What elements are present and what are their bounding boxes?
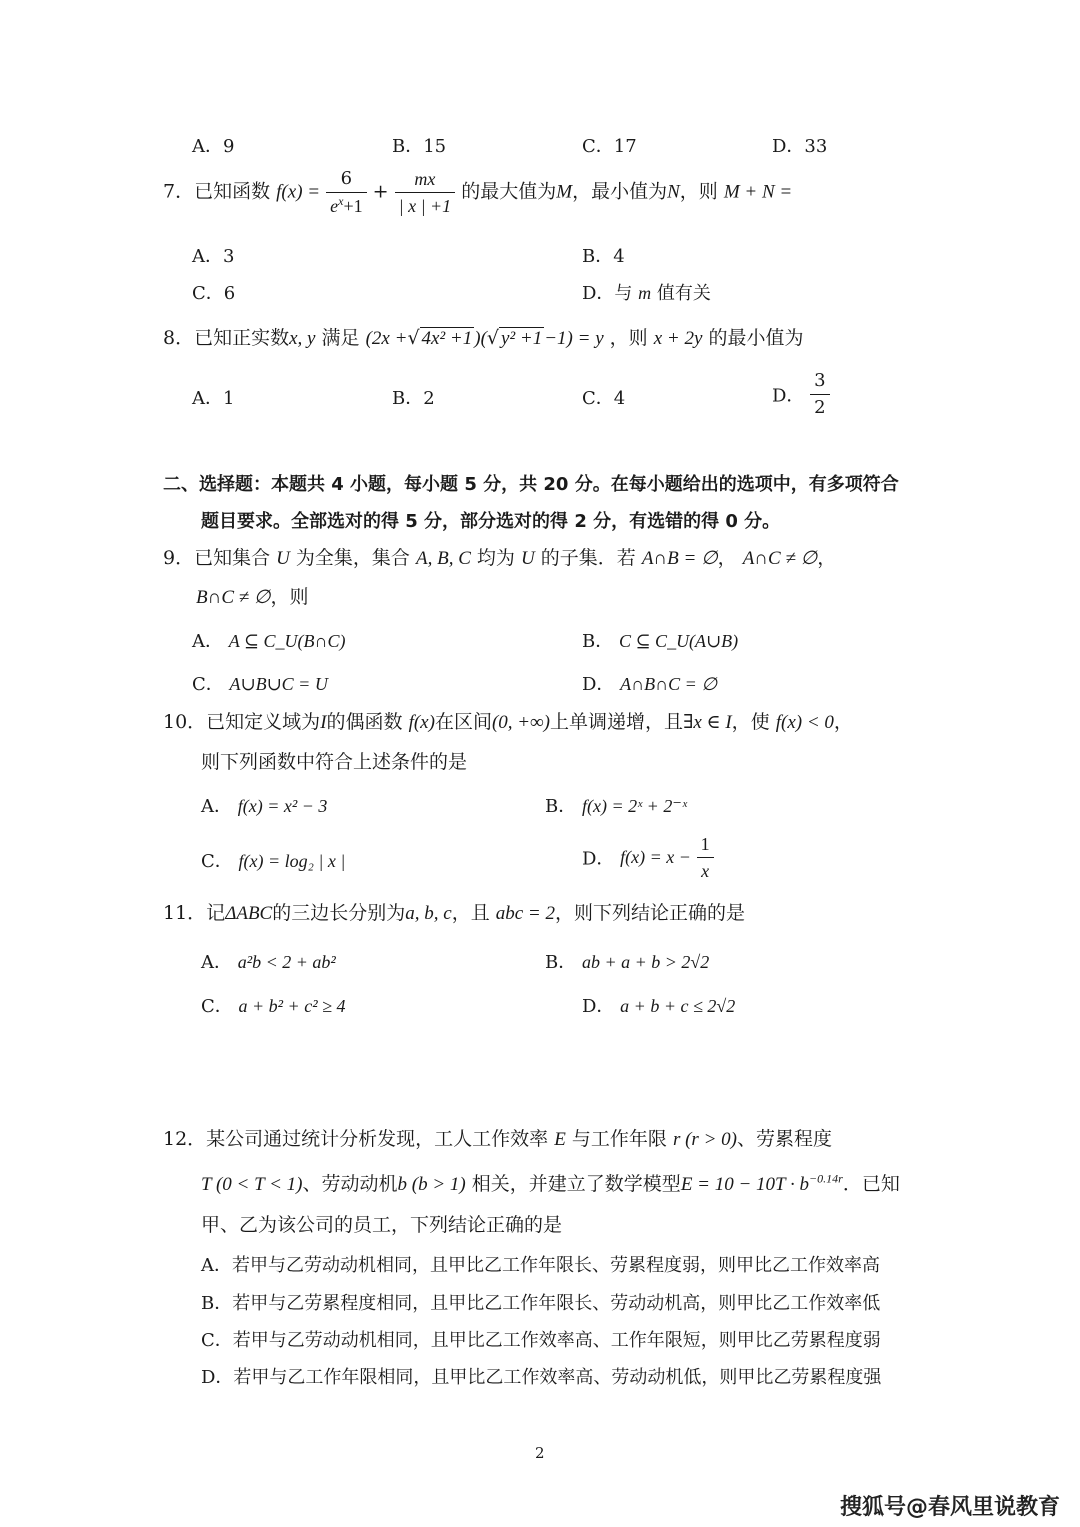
q7-function: f(x) = (276, 181, 321, 203)
q10-e: ， (833, 711, 853, 733)
q9-option-c (192, 670, 328, 696)
q9-option-c-label: C． (192, 674, 224, 695)
q8-option-d-fraction (810, 370, 829, 419)
question-9-line-2 (196, 585, 309, 610)
q7-fraction-1 (326, 168, 366, 217)
q8-expr-b: )( (474, 328, 487, 349)
q7-frac2-denominator: | x | +1 (398, 196, 452, 216)
q12-pre: 12．某公司通过统计分析发现，工人工作效率 (163, 1128, 549, 1150)
q11-option-a-expr: a²b < 2 + ab² (237, 952, 336, 972)
q7-M: M (556, 181, 573, 203)
q10-option-c-label: C． (201, 851, 233, 872)
q9-option-a (192, 627, 345, 653)
q7-option-d-suffix: 值有关 (656, 283, 711, 304)
q8-number: 8． (163, 327, 195, 349)
q9-option-c-expr: A∪B∪C = U (229, 674, 328, 694)
question-9-line-1 (163, 546, 836, 571)
q8-option-a: A．1 (192, 388, 235, 409)
q11-option-c (201, 992, 345, 1018)
q11-pre: 11．记 (163, 902, 226, 924)
q11-mid2: ，且 (451, 902, 490, 924)
q9-option-d-expr: A∩B∩C = ∅ (620, 674, 717, 694)
q9-option-b-expr: C ⊆ C_U(A∪B) (618, 631, 739, 651)
q12-option-c: C．若甲与乙劳动动机相同，且甲比乙工作效率高、工作年限短，则甲比乙劳累程度弱 (201, 1330, 881, 1351)
q11-option-b-label: B． (545, 952, 577, 973)
q7-lead: 已知函数 (194, 180, 271, 203)
q11-option-b (545, 948, 709, 974)
q9-sep-2: ， (817, 547, 837, 569)
q9-mid3: 的子集．若 (540, 547, 636, 569)
q10-option-c-expr: f(x) = log₂ | x | (238, 851, 346, 871)
q7-frac2-numerator: mx (395, 168, 456, 193)
q9-condition-1: A∩B = ∅ (641, 548, 718, 569)
q8-option-d-num: 3 (810, 370, 829, 395)
q9-line2-tail: ，则 (270, 586, 309, 608)
q9-condition-3: B∩C ≠ ∅ (196, 587, 271, 608)
q8-cond: 满足 (321, 327, 360, 349)
section-2-heading-line-1: 二、选择题：本题共 4 小题，每小题 5 分，共 20 分。在每小题给出的选项中，有多项符合 (163, 474, 899, 495)
q8-option-b: B．2 (392, 388, 435, 409)
q12-b: 、劳累程度 (736, 1128, 832, 1150)
question-12-line-1 (163, 1127, 832, 1152)
q8-sqrt-2: y² +1 (501, 328, 543, 349)
q12-a: 与工作年限 (571, 1128, 667, 1150)
q11-triangle: ΔABC (225, 903, 273, 924)
q12-l2d: ．已知 (842, 1173, 900, 1195)
q11-option-b-expr: ab + a + b > 2√2 (581, 952, 710, 972)
q7-mid: ，最小值为 (572, 180, 668, 203)
q10-inequality: f(x) < 0 (775, 712, 834, 733)
q11-condition: abc = 2 (495, 903, 556, 924)
q10-pre: 10．已知定义域为 (163, 711, 321, 733)
q9-option-a-expr: A ⊆ C_U(B∩C) (228, 631, 346, 651)
q7-option-d (582, 279, 711, 305)
q7-N: N (667, 181, 680, 203)
q10-a: 的偶函数 (326, 711, 403, 733)
q11-option-a (201, 948, 336, 974)
question-8: 8．已知正实数x, y 满足 (2x +√ 4x² +1 )(√ y² +1 −1) = y ，则 x + 2y 的最小值为 (163, 327, 804, 349)
question-7 (163, 168, 792, 217)
q11-option-c-expr: a + b² + c² ≥ 4 (238, 996, 346, 1016)
q9-option-d (582, 670, 717, 696)
q8-expr-a: (2x + (365, 328, 408, 349)
question-12-line-3: 甲、乙为该公司的员工，下列结论正确的是 (201, 1214, 563, 1236)
q12-model-exp: −0.14r (809, 1171, 843, 1186)
q11-option-d-expr: a + b + c ≤ 2√2 (620, 996, 736, 1016)
q12-option-d: D．若甲与乙工作年限相同，且甲比乙工作效率高、劳动动机低，则甲比乙劳累程度强 (201, 1367, 882, 1388)
q9-mid: 为全集，集合 (295, 547, 410, 569)
q10-option-a-expr: f(x) = x² − 3 (237, 796, 328, 816)
q6-option-c: C．17 (582, 136, 637, 157)
q8-option-d (772, 370, 830, 419)
q11-option-c-label: C． (201, 996, 233, 1017)
q10-exists: ∃x ∈ I (683, 712, 732, 733)
q7-frac1-numerator: 6 (326, 168, 366, 193)
q8-expr-c: −1) = y (544, 328, 604, 349)
q10-option-b-expr: f(x) = 2ˣ + 2⁻ˣ (581, 796, 687, 816)
q7-number: 7． (163, 180, 195, 203)
q7-plus: + (372, 180, 389, 203)
q10-I: I (320, 712, 327, 733)
q11-tail: ，则下列结论正确的是 (555, 902, 746, 924)
q9-option-a-label: A． (192, 631, 223, 652)
q10-option-d-num: 1 (697, 833, 714, 858)
q9-option-b (582, 627, 738, 653)
q10-fx: f(x) (408, 712, 435, 733)
q12-option-a: A．若甲与乙劳动动机相同，且甲比乙工作年限长、劳累程度弱，则甲比乙工作效率高 (201, 1255, 880, 1276)
q10-b: 在区间 (434, 711, 492, 733)
q12-model: E = 10 − 10T · b (680, 1174, 810, 1195)
q7-option-d-prefix: D．与 (582, 283, 633, 304)
q8-lead: 已知正实数 (194, 327, 290, 349)
q9-option-b-label: B． (582, 631, 614, 652)
q10-option-d-fraction (697, 833, 714, 882)
question-10-line-2: 则下列函数中符合上述条件的是 (201, 751, 468, 773)
q10-option-d-label: D． (582, 848, 615, 870)
q7-option-c: C．6 (192, 283, 236, 304)
question-11 (163, 901, 745, 926)
q11-mid: 的三边长分别为 (272, 902, 406, 924)
q12-l2c: 相关，并建立了数学模型 (471, 1173, 681, 1195)
q11-sides: a, b, c (405, 903, 452, 924)
q10-option-c (201, 847, 345, 873)
q10-option-b (545, 792, 687, 818)
q10-option-d-den: x (701, 861, 710, 881)
q8-option-d-prefix: D． (772, 385, 805, 407)
q8-option-c: C．4 (582, 388, 626, 409)
q12-l2a: 、劳动动机 (302, 1173, 398, 1195)
q9-mid2: 均为 (476, 547, 515, 569)
q7-option-a: A．3 (192, 246, 235, 267)
q7-frac1-den-exp: x (338, 194, 344, 208)
question-12-line-2 (201, 1172, 900, 1197)
q10-option-a-label: A． (201, 796, 232, 817)
page-number: 2 (535, 1444, 545, 1462)
q6-option-d: D．33 (772, 136, 828, 157)
q12-T: T (0 < T < 1) (201, 1174, 303, 1195)
q12-E: E (554, 1129, 566, 1150)
q7-fraction-2 (395, 168, 456, 217)
q12-option-b: B．若甲与乙劳累程度相同，且甲比乙工作年限长、劳动动机高，则甲比乙工作效率低 (201, 1293, 881, 1314)
q9-sets: A, B, C (415, 548, 471, 569)
q7-option-d-var: m (638, 283, 652, 303)
q8-sqrt-1: 4x² +1 (421, 328, 473, 349)
q9-option-d-label: D． (582, 674, 615, 695)
q11-option-a-label: A． (201, 952, 232, 973)
q11-option-d-label: D． (582, 996, 615, 1017)
q8-tail2: 的最小值为 (708, 327, 804, 349)
q8-target: x + 2y (653, 328, 703, 349)
q9-U-2: U (520, 548, 535, 569)
q10-c: 上单调递增，且 (550, 711, 684, 733)
q10-option-d-expr: f(x) = x − (620, 847, 691, 867)
watermark: 搜狐号@春风里说教育 (840, 1495, 1061, 1520)
q10-option-b-label: B． (545, 796, 577, 817)
q9-sep: ， (717, 547, 737, 569)
q7-option-b: B．4 (582, 246, 625, 267)
section-2-heading-line-2: 题目要求。全部选对的得 5 分，部分选对的得 2 分，有选错的得 0 分。 (201, 511, 781, 532)
q9-pre: 9．已知集合 (163, 547, 271, 569)
q10-option-a (201, 792, 327, 818)
q9-U: U (276, 548, 290, 569)
q7-expression: M + N = (723, 181, 793, 203)
q6-option-b: B．15 (392, 136, 447, 157)
q11-option-d (582, 992, 735, 1018)
q9-condition-2: A∩C ≠ ∅ (742, 548, 818, 569)
q7-frac1-den-tail: +1 (343, 196, 363, 216)
q12-b-range: b (b > 1) (397, 1174, 466, 1195)
q7-end: ，则 (679, 180, 718, 203)
q8-vars: x, y (289, 328, 316, 349)
q7-frac1-den-base: e (330, 196, 339, 216)
q10-interval: (0, +∞) (491, 712, 550, 733)
q6-option-a: A．9 (192, 136, 235, 157)
q10-d: ，使 (731, 711, 770, 733)
q8-option-d-den: 2 (814, 397, 826, 418)
q7-tail: 的最大值为 (461, 180, 557, 203)
question-10-line-1 (163, 710, 853, 735)
q10-option-d (582, 833, 714, 882)
q12-r: r (r > 0) (672, 1129, 737, 1150)
q8-tail: ，则 (609, 327, 648, 349)
